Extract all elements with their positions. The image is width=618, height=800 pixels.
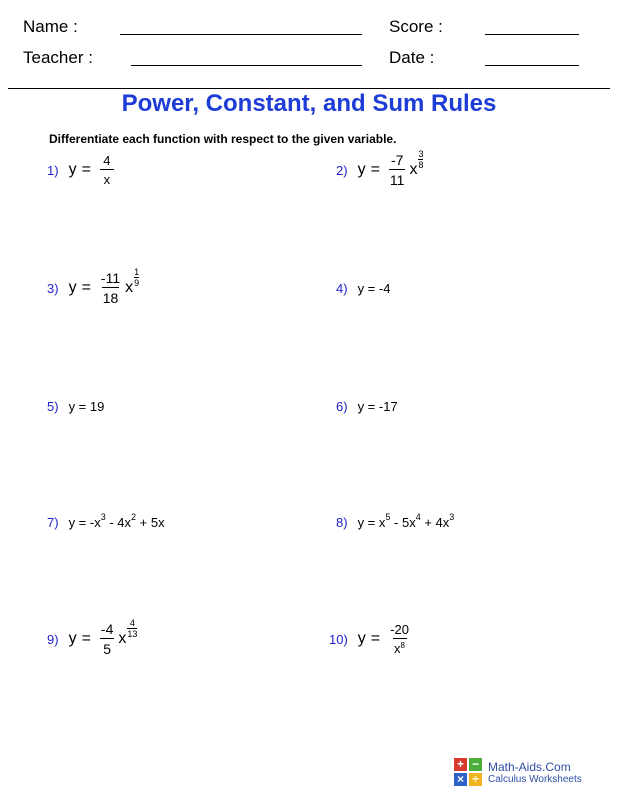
- problem-3: [47, 266, 139, 310]
- exponent-1: 3: [100, 511, 106, 522]
- math-aids-logo: [454, 758, 582, 786]
- operations-icon: [454, 758, 482, 786]
- exponent-numerator: 4: [129, 618, 135, 628]
- equals-sign: =: [81, 630, 91, 647]
- lhs-var: y: [68, 279, 77, 296]
- fraction: [100, 154, 114, 186]
- lhs-var: y: [68, 161, 77, 178]
- problem-number: 2): [336, 162, 348, 178]
- logo-text: [488, 760, 582, 785]
- fraction: [389, 623, 410, 655]
- numerator: -7: [390, 152, 404, 168]
- problem-4: [336, 266, 390, 310]
- exponent-fraction: [418, 150, 423, 170]
- denominator: 18: [102, 287, 120, 305]
- date-label: Date :: [389, 48, 435, 67]
- problem-number: 5): [47, 398, 59, 414]
- instructions: Differentiate each function with respect to the given variable.: [49, 132, 397, 146]
- problem-expression: y = 19: [68, 398, 105, 414]
- variable: x: [125, 279, 134, 296]
- lhs-var: y: [357, 630, 366, 647]
- equals-sign: =: [81, 279, 91, 296]
- equals-sign: =: [370, 161, 380, 178]
- denominator: 11: [389, 169, 406, 187]
- times-icon: ×: [454, 773, 467, 786]
- problem-8: [336, 500, 454, 544]
- denominator: 5: [100, 638, 114, 656]
- lhs-var: y: [357, 161, 366, 178]
- problem-number: 1): [47, 162, 59, 178]
- lhs-var: y: [68, 630, 77, 647]
- exponent-1: 5: [385, 511, 391, 522]
- term-1: y = -x: [68, 514, 101, 530]
- problem-10: [329, 617, 414, 661]
- problem-number: 6): [336, 398, 348, 414]
- problem-expression: [68, 267, 140, 306]
- exponent-denominator: 8: [418, 160, 424, 170]
- denominator: x: [100, 169, 114, 186]
- problem-expression: [357, 149, 424, 188]
- teacher-field-line[interactable]: [131, 65, 362, 66]
- denominator-exponent: 8: [400, 641, 405, 650]
- name-label: Name :: [23, 17, 78, 36]
- exponent-fraction: [127, 619, 137, 639]
- problem-2: [336, 148, 423, 192]
- exponent-denominator: 9: [134, 278, 140, 288]
- problem-number: 4): [336, 280, 348, 296]
- denominator: [393, 638, 407, 655]
- term-3: + 5x: [136, 514, 165, 530]
- term-1: y = x: [357, 514, 386, 530]
- exponent-2: 4: [415, 511, 421, 522]
- problem-expression: [69, 154, 118, 186]
- exponent-2: 2: [131, 511, 137, 522]
- term-2: - 5x: [390, 514, 416, 530]
- exponent-denominator: 13: [127, 629, 138, 639]
- problem-number: 9): [47, 631, 59, 647]
- problem-5: [47, 384, 104, 428]
- coefficient-fraction: [389, 153, 406, 187]
- score-label: Score :: [389, 17, 443, 36]
- page-title: Power, Constant, and Sum Rules: [121, 90, 497, 117]
- coefficient-fraction: [100, 271, 121, 305]
- problem-expression: [358, 623, 414, 655]
- problem-1: [47, 148, 118, 192]
- logo-site-name: Math-Aids.Com: [488, 759, 571, 774]
- equals-sign: =: [81, 161, 91, 178]
- name-field-line[interactable]: [120, 34, 362, 35]
- exponent-numerator: 1: [134, 267, 140, 277]
- problem-expression: [68, 618, 138, 657]
- denominator-var: x: [394, 641, 401, 656]
- exponent-numerator: 3: [418, 149, 424, 159]
- exponent-fraction: [134, 268, 139, 288]
- problem-number: 10): [329, 631, 348, 647]
- variable: x: [409, 161, 418, 178]
- numerator: 4: [103, 153, 111, 168]
- logo-subtitle: Calculus Worksheets: [488, 773, 582, 785]
- numerator: -20: [390, 622, 409, 637]
- numerator: -11: [100, 270, 121, 286]
- problem-expression: y = -17: [357, 398, 398, 414]
- problem-number: 7): [47, 514, 59, 530]
- teacher-label: Teacher :: [23, 48, 93, 67]
- problem-number: 3): [47, 280, 59, 296]
- divide-icon: ÷: [469, 773, 482, 786]
- problem-9: [47, 617, 137, 661]
- term-3: + 4x: [420, 514, 450, 530]
- plus-icon: +: [454, 758, 467, 771]
- problem-expression: [357, 511, 455, 530]
- problem-6: [336, 384, 398, 428]
- problem-7: [47, 500, 165, 544]
- header-divider: [8, 88, 610, 89]
- date-field-line[interactable]: [485, 65, 579, 66]
- exponent-3: 3: [449, 511, 455, 522]
- numerator: -4: [100, 621, 114, 637]
- term-2: - 4x: [105, 514, 132, 530]
- problem-expression: [68, 511, 165, 530]
- problem-expression: y = -4: [357, 280, 391, 296]
- variable: x: [118, 630, 127, 647]
- coefficient-fraction: [100, 622, 114, 656]
- score-field-line[interactable]: [485, 34, 579, 35]
- minus-icon: −: [469, 758, 482, 771]
- problem-number: 8): [336, 514, 348, 530]
- equals-sign: =: [370, 630, 381, 647]
